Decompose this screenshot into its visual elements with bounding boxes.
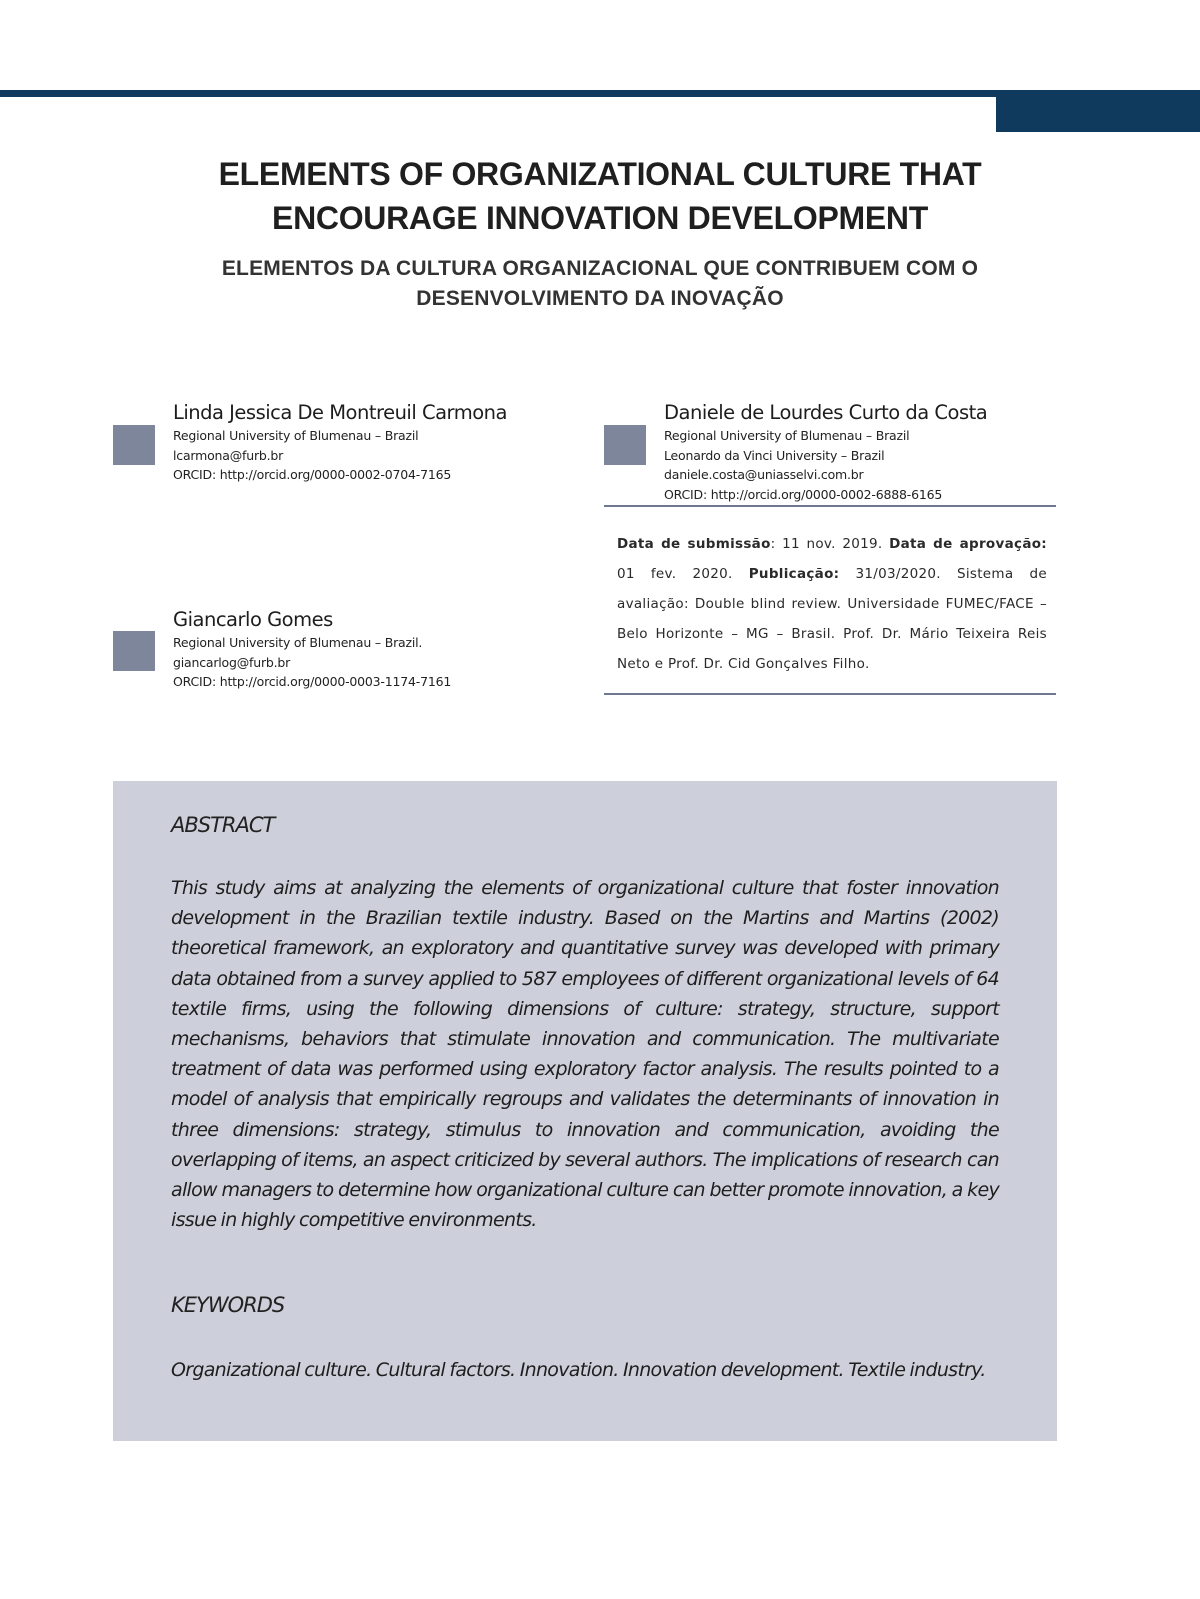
abstract-box xyxy=(113,781,1057,1441)
paper-subtitle xyxy=(100,254,1100,314)
author-name: Linda Jessica De Montreuil Carmona xyxy=(173,401,507,424)
approved-value: 01 fev. 2020. xyxy=(617,566,733,582)
author-affiliation: Regional University of Blumenau – Brazil xyxy=(173,428,419,443)
subtitle-line-1: ELEMENTOS DA CULTURA ORGANIZACIONAL QUE CONTRIBUEM COM O xyxy=(221,257,979,280)
author-affiliation: Regional University of Blumenau – Brazil xyxy=(664,428,910,443)
title-line-2: ENCOURAGE INNOVATION DEVELOPMENT xyxy=(272,200,928,236)
author-email[interactable]: lcarmona@furb.br xyxy=(173,447,284,463)
author-name: Giancarlo Gomes xyxy=(173,608,333,631)
published-value: 31/03/2020. Sistema de avaliação: Double blind review. Universidade FUMEC/FACE – Belo Horizonte – MG – Brasil. Prof. Dr. Mário Teixeira Reis Neto e Prof. Dr. Cid Gonçalves Filho. xyxy=(617,566,1048,672)
author-marker xyxy=(113,631,155,671)
submitted-value: : 11 nov. 2019. xyxy=(770,536,883,552)
subtitle-line-2: DESENVOLVIMENTO DA INOVAÇÃO xyxy=(416,287,784,310)
author-name: Daniele de Lourdes Curto da Costa xyxy=(664,401,988,424)
paper-title xyxy=(100,152,1100,240)
header-block xyxy=(996,90,1200,132)
keywords-text: Organizational culture. Cultural factors. Innovation. Innovation development. Textile industry. xyxy=(171,1359,986,1381)
abstract-heading: ABSTRACT xyxy=(171,813,275,837)
author-email[interactable]: giancarlog@furb.br xyxy=(173,654,291,670)
title-line-1: ELEMENTS OF ORGANIZATIONAL CULTURE THAT xyxy=(218,156,982,192)
author-info xyxy=(173,400,507,485)
author-info xyxy=(173,607,451,692)
author-affiliation: Regional University of Blumenau – Brazil. xyxy=(173,635,423,650)
author-orcid[interactable]: ORCID: http://orcid.org/0000-0003-1174-7161 xyxy=(173,674,452,689)
author-affiliation-2: Leonardo da Vinci University – Brazil xyxy=(664,447,885,463)
published-label: Publicação: xyxy=(748,566,840,582)
author-email[interactable]: daniele.costa@uniasselvi.com.br xyxy=(664,467,864,482)
divider xyxy=(604,693,1056,695)
author-marker xyxy=(604,425,646,465)
approved-label: Data de aprovação: xyxy=(889,536,1048,552)
author-marker xyxy=(113,425,155,465)
author-orcid[interactable]: ORCID: http://orcid.org/0000-0002-6888-6165 xyxy=(664,486,943,502)
divider xyxy=(604,505,1056,507)
author-orcid[interactable]: ORCID: http://orcid.org/0000-0002-0704-7165 xyxy=(173,467,452,482)
submitted-label: Data de submissão xyxy=(617,536,771,552)
abstract-text: This study aims at analyzing the elements of organizational culture that foster innovation development in the Brazilian textile industry. Based on the Martins and Martins (2002) theoretical framework, an exploratory and quantitative survey was developed with primary data obtained from a survey applied to 587 employees of different organizational levels of 64 textile firms, using the following dimensions of culture: strategy, structure, support mechanisms, behaviors that stimulate innovation and communication. The multivariate treatment of data was performed using exploratory factor analysis. The results pointed to a model of analysis that empirically regroups and validates the determinants of innovation in three dimensions: strategy, stimulus to innovation and communication, avoiding the overlapping of items, an aspect criticized by several authors. The implications of research can allow managers to determine how organizational culture can better promote innovation, a key issue in highly competitive environments. xyxy=(171,877,999,1232)
submission-info xyxy=(617,529,1047,679)
keywords-heading: KEYWORDS xyxy=(171,1293,285,1317)
author-info xyxy=(664,400,987,504)
